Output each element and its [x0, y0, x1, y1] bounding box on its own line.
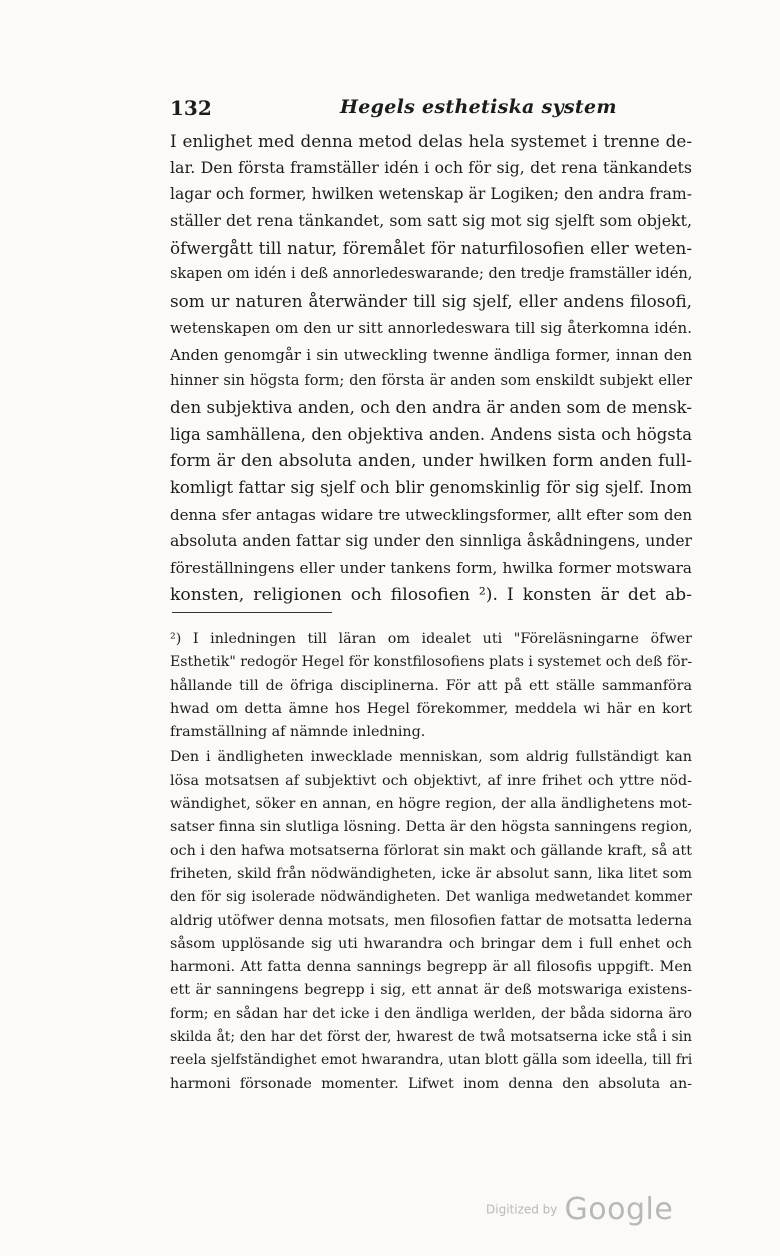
footnote-line: friheten, skild från nödwändigheten, icke är absolut sann, lika litet som — [170, 865, 692, 882]
text-line: ställer det rena tänkandet, som satt sig mot sig sjelft som objekt, — [170, 211, 692, 231]
footnote-line: harmoni försonade momenter. Lifwet inom denna den absoluta an- — [170, 1075, 692, 1092]
text-line: skapen om idén i deß annorledeswarande; den tredje framställer idén, — [170, 265, 693, 283]
footnote-line: skilda åt; den har det först der, hwarest de twå motsatserna icke stå i sin — [170, 1029, 692, 1046]
footnote-divider — [172, 612, 332, 613]
text-line: I enlighet med denna metod delas hela systemet i trenne de- — [170, 131, 692, 151]
footnote-line: harmoni. Att fatta denna sannings begrepp är all filosofis uppgift. Men — [170, 959, 692, 976]
running-title: Hegels esthetiska system — [340, 96, 617, 118]
page-number: 132 — [170, 96, 212, 120]
footnote-line: framställning af nämnde inledning. — [170, 724, 426, 741]
footnote-line: och i den hafwa motsatserna förlorat sin makt och gällande kraft, så att — [170, 842, 692, 859]
text-line: liga samhällena, den objektiva anden. Andens sista och högsta — [170, 424, 692, 444]
footnote-line: Den i ändligheten inweckladе menniskan, som aldrig fullständigt kan — [170, 749, 692, 766]
text-line: hinner sin högsta form; den första är anden som enskildt subjekt eller — [170, 372, 692, 390]
footnote-line: reela sjelfständighet emot hwarandra, utan blott gälla som ideella, till fri — [170, 1052, 693, 1069]
text-line: lagar och former, hwilken wetenskap är Logiken; den andra fram- — [170, 185, 692, 204]
text-line: absoluta anden fattar sig under den sinnliga åskådningens, under — [170, 532, 692, 551]
watermark-prefix: Digitized by — [486, 1202, 558, 1217]
footnote-line: satser finna sin slutliga lösning. Detta är den högsta sanningens region, — [170, 819, 693, 836]
text-line: komligt fattar sig sjelf och blir genomskinlig för sig sjelf. Inom — [170, 477, 692, 497]
running-head — [170, 96, 690, 126]
text-line: denna sfer antagas widare tre utwecklingsformer, allt efter som den — [170, 505, 692, 524]
footnote-line: wändighet, söker en annan, en högre region, der alla ändlighetens mot- — [170, 796, 692, 813]
footnote-line: lösa motsatsen af subjektivt och objektivt, af inre frihet och yttre nöd- — [170, 772, 692, 789]
text-line: form är den absoluta anden, under hwilken form anden full- — [170, 451, 692, 472]
digitized-watermark — [486, 1192, 673, 1232]
text-line: Anden genomgår i sin utweckling twenne ändliga former, innan den — [170, 345, 692, 364]
text-line: lar. Den första framställer idén i och för sig, det rena tänkandets — [170, 157, 692, 177]
footnote-line: Esthetik" redogör Hegel för konstfilosofiens plats i systemet och deß för- — [170, 654, 693, 671]
footnote-line: den för sig isolerade nödwändigheten. Det wanliga medwetandet kommer — [170, 889, 692, 906]
text-line: den subjektiva anden, och den andra är anden som de mensk- — [170, 397, 692, 417]
footnote-line: form; en sådan har det icke i den ändliga werlden, der båda sidorna äro — [170, 1005, 692, 1022]
footnote-text — [170, 628, 692, 1096]
footnote-line: ett är sanningens begrepp i sig, ett annat är deß motswariga existens- — [170, 982, 692, 999]
main-text — [170, 128, 692, 608]
footnote-line: hållande till de öfriga disciplinerna. För att på ett ställe sammanföra — [170, 677, 692, 694]
text-line: konsten, religionen och filosofien ²). I konsten är det ab- — [170, 584, 692, 605]
footnote-line: ²) I inledningen till läran om idealet uti "Föreläsningarne öfwer — [170, 631, 692, 647]
footnote-line: aldrig utöfwer denna motsats, men filosofien fattar de motsatta lederna — [170, 912, 692, 929]
google-logo: Google — [564, 1192, 674, 1227]
text-line: som ur naturen återwänder till sig sjelf, eller andens filosofi, — [170, 291, 692, 312]
text-line: öfwergått till natur, föremålet för naturfilosofien eller weten- — [170, 237, 692, 258]
text-line: wetenskapen om den ur sitt annorledeswara till sig återkomna idén. — [170, 318, 692, 337]
footnote-line: hwad om detta ämne hos Hegel förekommer, meddela wi här en kort — [170, 700, 692, 717]
footnote-line: såsom upplösande sig uti hwarandra och bringar dem i full enhet och — [170, 935, 692, 952]
text-line: föreställningens eller under tankens form, hwilka former motswara — [170, 559, 692, 577]
